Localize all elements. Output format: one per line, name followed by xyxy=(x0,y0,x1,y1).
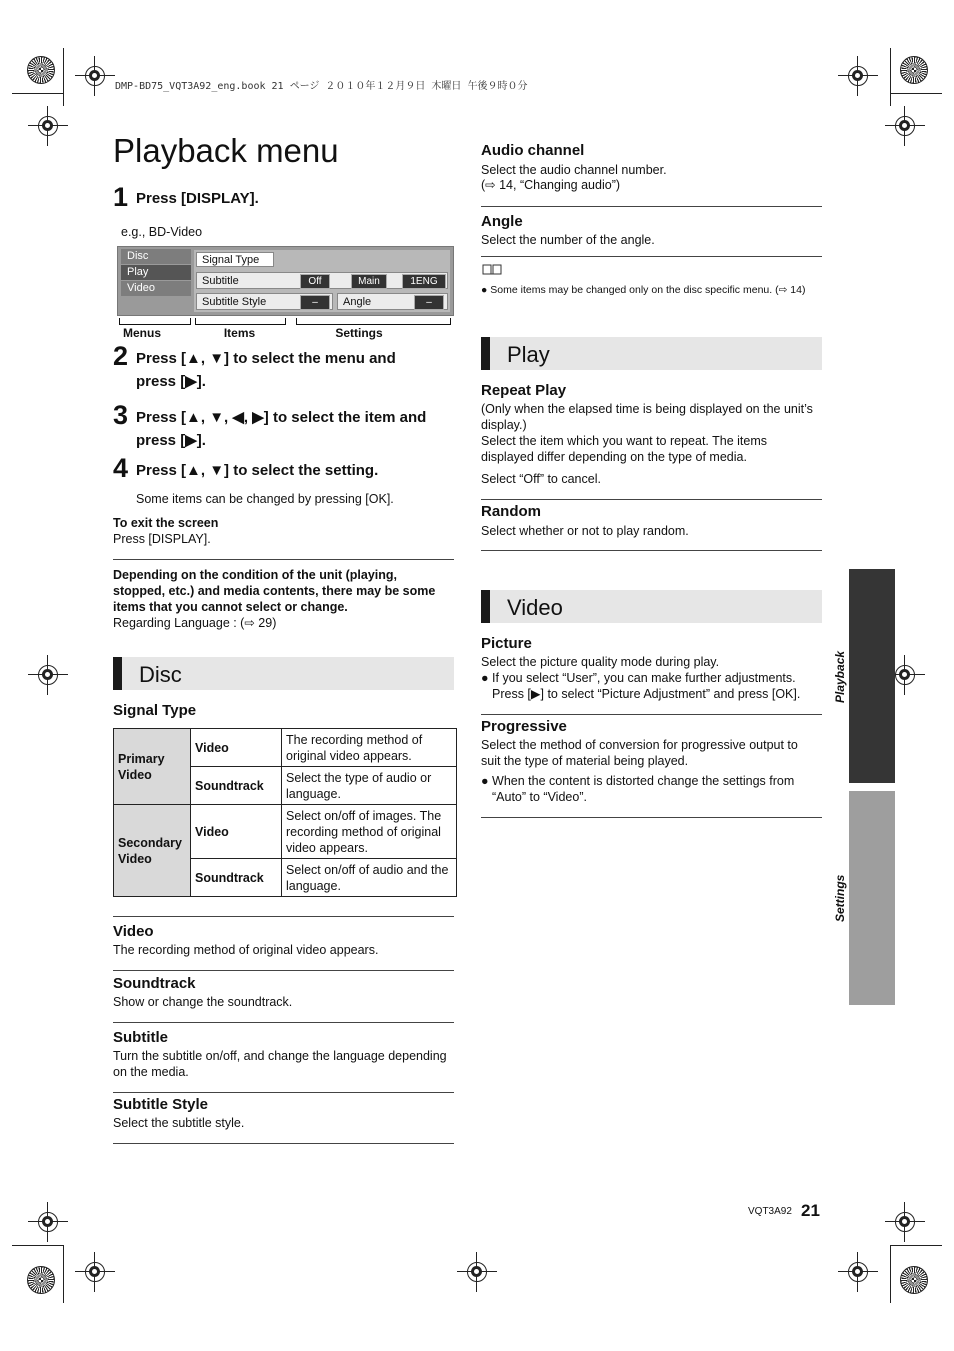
registration-mark xyxy=(885,106,925,146)
repeat-play-heading: Repeat Play xyxy=(481,382,567,399)
osd-subtitle-style-val: – xyxy=(300,295,330,310)
subtitle-style-text: Select the subtitle style. xyxy=(113,1116,245,1130)
footer-code: VQT3A92 xyxy=(748,1206,792,1217)
registration-mark xyxy=(838,56,878,96)
side-tab-playback xyxy=(849,569,895,783)
step-number: 2 xyxy=(113,341,129,371)
subtitle-style-heading: Subtitle Style xyxy=(113,1096,209,1113)
step-number: 4 xyxy=(113,453,129,483)
side-tab-settings-label: Settings xyxy=(833,874,847,922)
divider xyxy=(113,916,454,917)
step-number: 3 xyxy=(113,400,129,430)
exit-text: Press [DISPLAY]. xyxy=(113,532,211,546)
section-header-play xyxy=(481,337,822,370)
registration-mark xyxy=(75,56,115,96)
audio-channel-text: Select the audio channel number. xyxy=(481,163,667,177)
picture-text: Select the picture quality mode during play. xyxy=(481,655,720,669)
section-title: Video xyxy=(507,595,563,620)
section-title: Play xyxy=(507,342,550,367)
osd-angle-val: – xyxy=(414,295,444,310)
page-number: 21 xyxy=(801,1201,820,1220)
signal-type-heading: Signal Type xyxy=(113,702,197,719)
video-heading: Video xyxy=(113,923,154,940)
table-cell: Soundtrack xyxy=(191,767,282,805)
osd-screen xyxy=(117,246,454,316)
bracket-items xyxy=(195,318,286,325)
osd-subtitle-style: Subtitle Style xyxy=(196,293,333,310)
step4-note: Some items can be changed by pressing [OK]. xyxy=(136,492,394,506)
repeat-text: Select “Off” to cancel. xyxy=(481,472,601,486)
subtitle-text: Turn the subtitle on/off, and change the language depending xyxy=(113,1049,447,1063)
divider xyxy=(113,1092,454,1093)
repeat-text: displayed differ depending on the type of media. xyxy=(481,450,747,464)
repeat-text: display.) xyxy=(481,418,527,432)
side-tab-settings xyxy=(849,791,895,1005)
registration-mark xyxy=(885,1202,925,1242)
osd-menu-play: Play xyxy=(121,265,191,280)
divider xyxy=(481,499,822,500)
step-number: 1 xyxy=(113,182,129,212)
registration-mark xyxy=(28,1202,68,1242)
note-book-icon xyxy=(482,264,502,275)
divider xyxy=(113,1143,454,1144)
section-bar xyxy=(481,337,490,370)
registration-mark xyxy=(28,655,68,695)
bracket-menus xyxy=(119,318,191,325)
condition-note: items that you cannot select or change. xyxy=(113,600,348,614)
divider xyxy=(113,559,454,560)
label-settings: Settings xyxy=(335,326,383,340)
registration-mark xyxy=(838,1252,878,1292)
divider xyxy=(481,550,822,551)
repeat-text: Select the item which you want to repeat. The items xyxy=(481,434,768,448)
section-title: Disc xyxy=(139,662,182,687)
table-cell: The recording method of original video appears. xyxy=(282,729,457,767)
step-text: Press [▲, ▼, ◀, ▶] to select the item and xyxy=(136,409,427,426)
audio-channel-heading: Audio channel xyxy=(481,142,585,159)
divider xyxy=(481,206,822,207)
osd-menu-video: Video xyxy=(121,281,191,296)
angle-text: Select the number of the angle. xyxy=(481,233,655,247)
condition-note: stopped, etc.) and media contents, there may be some xyxy=(113,584,436,598)
sunburst-mark xyxy=(27,1266,55,1294)
subtitle-heading: Subtitle xyxy=(113,1029,168,1046)
table-cell: Select on/off of images. The recording method of original video appears. xyxy=(282,805,457,859)
divider xyxy=(481,256,822,257)
divider xyxy=(481,714,822,715)
label-items: Items xyxy=(223,326,256,340)
page-title: Playback menu xyxy=(113,132,339,169)
table-cell: Secondary Video xyxy=(114,805,191,897)
divider xyxy=(113,1022,454,1023)
picture-bullet: ● If you select “User”, you can make further adjustments. xyxy=(481,671,796,685)
bracket-settings xyxy=(296,318,451,325)
osd-subtitle-off: Off xyxy=(300,274,330,289)
video-text: The recording method of original video appears. xyxy=(113,943,379,957)
section-bar xyxy=(481,590,490,623)
sunburst-mark xyxy=(27,56,55,84)
example-label: e.g., BD-Video xyxy=(121,225,203,239)
progressive-text: suit the type of material being played. xyxy=(481,754,689,768)
divider xyxy=(113,970,454,971)
section-bar xyxy=(113,657,122,690)
section-header-video xyxy=(481,590,822,623)
sunburst-mark xyxy=(900,56,928,84)
repeat-text: (Only when the elapsed time is being displayed on the unit’s xyxy=(481,402,813,416)
soundtrack-heading: Soundtrack xyxy=(113,975,196,992)
step-text: Press [▲, ▼] to select the setting. xyxy=(136,462,379,479)
progressive-heading: Progressive xyxy=(481,718,567,735)
registration-mark xyxy=(75,1252,115,1292)
side-tab-playback-label: Playback xyxy=(833,650,847,703)
note-bullet: ● Some items may be changed only on the disc specific menu. (⇨ 14) xyxy=(481,284,806,296)
step-text: Press [DISPLAY]. xyxy=(136,190,259,207)
label-menus: Menus xyxy=(122,326,161,340)
exit-heading: To exit the screen xyxy=(113,516,219,530)
osd-subtitle-main: Main xyxy=(351,274,387,289)
signal-type-table xyxy=(113,728,457,897)
osd-signal-type: Signal Type xyxy=(196,252,274,267)
registration-mark xyxy=(28,106,68,146)
sunburst-mark xyxy=(900,1266,928,1294)
divider xyxy=(481,817,822,818)
table-cell: Soundtrack xyxy=(191,859,282,897)
subtitle-text: on the media. xyxy=(113,1065,189,1079)
picture-bullet-cont: Press [▶] to select “Picture Adjustment” and press [OK]. xyxy=(492,687,801,701)
progressive-bullet-cont: “Auto” to “Video”. xyxy=(492,790,587,804)
condition-note: Depending on the condition of the unit (playing, xyxy=(113,568,397,582)
picture-heading: Picture xyxy=(481,635,532,652)
step-text: press [▶]. xyxy=(136,373,206,390)
table-cell: Select the type of audio or language. xyxy=(282,767,457,805)
progressive-bullet: ● When the content is distorted change the settings from xyxy=(481,774,795,788)
regarding-language: Regarding Language : (⇨ 29) xyxy=(113,616,277,630)
step-text: press [▶]. xyxy=(136,432,206,449)
step-text: Press [▲, ▼] to select the menu and xyxy=(136,350,396,367)
progressive-text: Select the method of conversion for progressive output to xyxy=(481,738,798,752)
table-cell: Select on/off of audio and the language. xyxy=(282,859,457,897)
table-cell: Video xyxy=(191,729,282,767)
table-cell: Primary Video xyxy=(114,729,191,805)
registration-mark xyxy=(457,1252,497,1292)
osd-subtitle: Subtitle xyxy=(196,272,448,289)
table-cell: Video xyxy=(191,805,282,859)
osd-item-panel xyxy=(194,250,450,312)
soundtrack-text: Show or change the soundtrack. xyxy=(113,995,293,1009)
random-text: Select whether or not to play random. xyxy=(481,524,689,538)
osd-subtitle-lang: 1ENG xyxy=(402,274,446,289)
audio-channel-ref: (⇨ 14, “Changing audio”) xyxy=(481,178,621,192)
osd-menu-disc: Disc xyxy=(121,249,191,264)
angle-heading: Angle xyxy=(481,213,523,230)
section-header-disc xyxy=(113,657,454,690)
book-header-line: DMP-BD75_VQT3A92_eng.book 21 ページ ２０１０年１２月９日 木曜日 午後９時０分 xyxy=(115,81,528,92)
osd-angle: Angle xyxy=(337,293,448,310)
random-heading: Random xyxy=(481,503,541,520)
